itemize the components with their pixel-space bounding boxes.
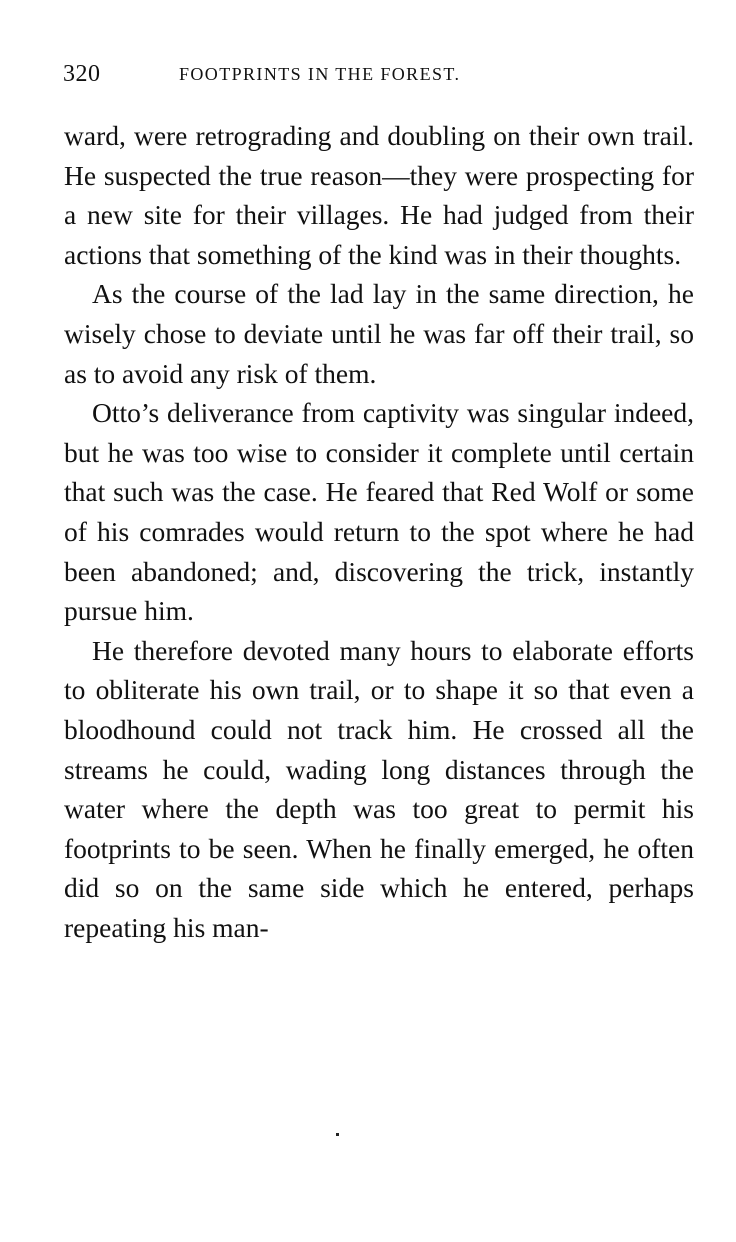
page-header — [63, 58, 663, 90]
page-number: 320 — [63, 61, 101, 87]
paragraph-1: ward, were retrograding and doubling on their own trail. He suspected the true reason—they were prospecting for a new site for their villages. He had judged from their actions that something of the kind was in their thoughts. — [64, 120, 694, 270]
paragraph-3: Otto’s deliverance from captivity was singular indeed, but he was too wise to consider it complete until certain that such was the case. He feared that Red Wolf or some of his comrades would return to the spot where he had been abandoned; and, discovering the trick, instantly pursue him. — [64, 397, 694, 627]
paragraph-2: As the course of the lad lay in the same direction, he wisely chose to deviate until he was far off their trail, so as to avoid any risk of them. — [64, 278, 694, 389]
paragraph-4: He therefore devoted many hours to elaborate efforts to obliterate his own trail, or to shape it so that even a bloodhound could not track him. He crossed all the streams he could, wading long distances through the water where the depth was too great to permit his footprints to be seen. When he finally emerged, he often did so on the same side which he entered, perhaps repeating his man- — [64, 634, 694, 943]
body-text — [64, 116, 694, 947]
ink-speck — [336, 1133, 339, 1136]
running-title: FOOTPRINTS IN THE FOREST. — [179, 64, 461, 84]
